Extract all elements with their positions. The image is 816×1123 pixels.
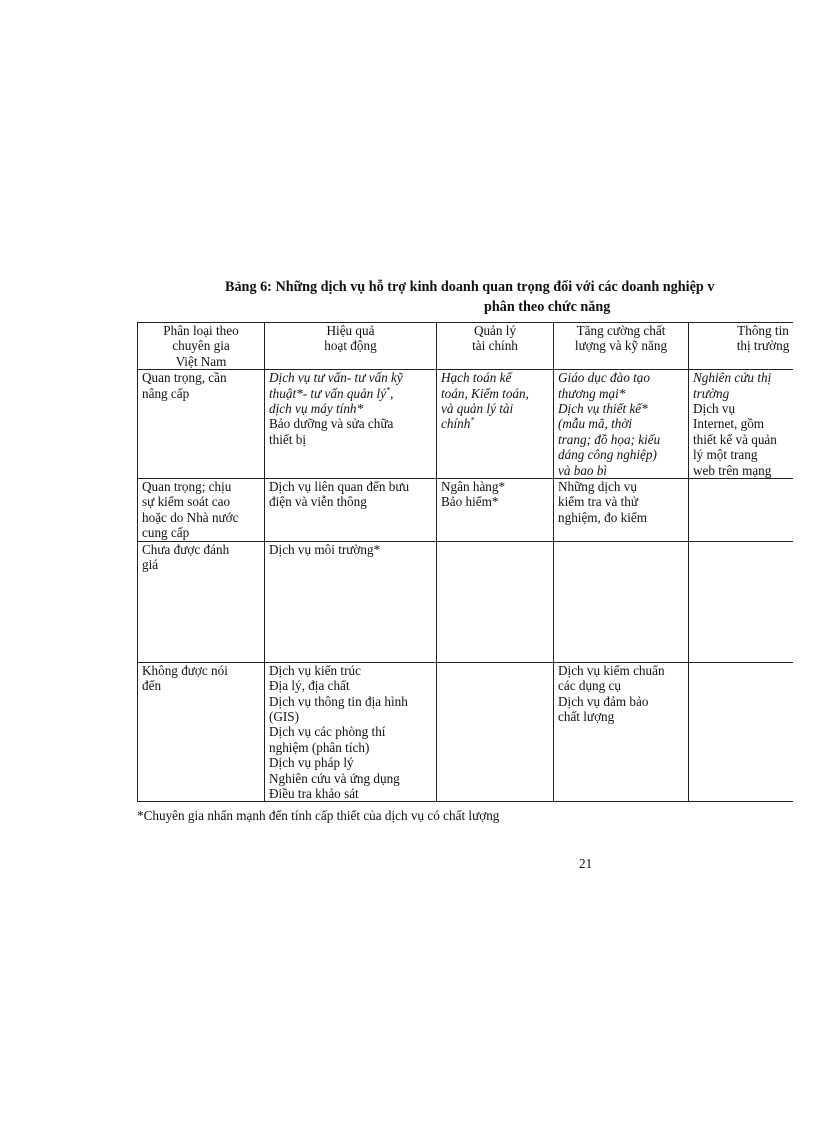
- header-text: thị trường: [736, 338, 790, 354]
- cell-text: kiểm tra và thử: [558, 494, 639, 510]
- financial-cell: [437, 541, 554, 662]
- cell-text: Dịch vụ thông tin địa hình: [269, 693, 408, 709]
- cell-text: Dịch vụ đảm bảo: [558, 693, 649, 709]
- cell-text-line: [441, 416, 549, 431]
- cell-text: Ngân hàng*: [441, 479, 506, 495]
- cell-text: hoặc do Nhà nước: [142, 509, 239, 525]
- financial-cell: [437, 662, 554, 802]
- table-row: [138, 479, 794, 542]
- quality-cell: [554, 370, 689, 479]
- superscript: *: [470, 416, 475, 426]
- operational-cell: [265, 370, 437, 479]
- cell-text: sự kiểm soát cao: [142, 494, 231, 510]
- cell-text: Quan trọng; chịu: [142, 479, 232, 495]
- header-text: lượng và kỹ năng: [574, 338, 668, 354]
- cell-text: Dịch vụ các phòng thí: [269, 724, 386, 740]
- cell-text: Hạch toán kế: [441, 370, 512, 386]
- cell-text: Dịch vụ kiến trúc: [269, 662, 361, 678]
- cell-text: dịch vụ máy tính*: [269, 401, 364, 417]
- cell-text: trường: [693, 385, 730, 401]
- quality-cell: [554, 541, 689, 662]
- table-row: [138, 541, 794, 662]
- market-cell: [689, 479, 794, 542]
- cell-text: web trên mạng: [693, 462, 772, 478]
- category-cell: [138, 662, 265, 802]
- cell-text: điện và viễn thông: [269, 494, 367, 510]
- cell-text: chất lượng: [558, 708, 615, 724]
- quality-cell: [554, 479, 689, 542]
- financial-cell: [437, 370, 554, 479]
- cell-text: Quan trọng, cần: [142, 370, 227, 386]
- header-text: Việt Nam: [175, 353, 227, 369]
- caption-line-2: phân theo chức năng: [484, 299, 611, 315]
- table-row: [138, 370, 794, 479]
- cell-text: Internet, gồm: [693, 416, 765, 432]
- cell-text: và quản lý tài: [441, 401, 514, 417]
- cell-text: Nghiên cứu thị: [693, 370, 772, 386]
- cell-text: Dịch vụ kiểm chuẩn: [558, 662, 665, 678]
- services-table: [137, 322, 793, 802]
- cell-text: thương mại*: [558, 385, 626, 401]
- cell-text: các dụng cụ: [558, 678, 621, 694]
- cell-text-line: [269, 386, 432, 401]
- header-text: tài chính: [472, 338, 518, 354]
- cell-text: thiết bị: [269, 431, 306, 447]
- page-number: 21: [579, 856, 593, 871]
- header-text: Thông tin: [737, 323, 789, 338]
- cell-text: và bao bì: [558, 462, 608, 478]
- header-text: hoạt động: [324, 338, 377, 354]
- cell-text: Dịch vụ tư vấn- tư vấn kỹ: [269, 370, 403, 386]
- cell-text: Dịch vụ liên quan đến bưu: [269, 479, 410, 495]
- market-cell: [689, 370, 794, 479]
- header-operational-efficiency: [265, 323, 437, 370]
- cell-text: Bảo dưỡng và sửa chữa: [269, 416, 394, 432]
- cell-text: Nghiên cứu và ứng dụng: [269, 770, 400, 786]
- category-cell: [138, 541, 265, 662]
- header-text: Quản lý: [473, 323, 517, 338]
- cell-text: Dịch vụ thiết kế*: [558, 401, 648, 417]
- cell-text: (GIS): [269, 708, 300, 724]
- cell-text: giá: [142, 557, 159, 573]
- header-text: Tăng cường chất: [576, 323, 666, 338]
- market-cell: [689, 541, 794, 662]
- header-financial-management: [437, 323, 554, 370]
- table-row: [138, 662, 794, 802]
- cell-text: Giáo dục đào tạo: [558, 370, 650, 386]
- cell-text: nâng cấp: [142, 385, 190, 401]
- cell-text: Dịch vụ pháp lý: [269, 755, 354, 771]
- header-text: chuyên gia: [172, 338, 230, 354]
- cell-text: Dịch vụ môi trường*: [269, 541, 381, 557]
- header-row: [138, 323, 794, 370]
- caption-line-1: Bảng 6: Những dịch vụ hỗ trợ kinh doanh quan trọng đối với các doanh nghiệp v: [225, 279, 715, 295]
- category-cell: [138, 479, 265, 542]
- cell-text: đến: [142, 678, 162, 694]
- cell-text: trang; đồ họa; kiểu: [558, 431, 661, 447]
- footnote: *Chuyên gia nhấn mạnh đến tính cấp thiết của dịch vụ có chất lượng: [137, 808, 500, 823]
- cell-text: cung cấp: [142, 525, 190, 541]
- cell-text: nghiệm, đo kiểm: [558, 509, 648, 525]
- category-cell: [138, 370, 265, 479]
- cell-text: dáng công nghiệp): [558, 447, 657, 463]
- cell-text: Không được nói: [142, 662, 228, 678]
- operational-cell: [265, 479, 437, 542]
- cell-text: Chưa được đánh: [142, 541, 230, 557]
- header-market-information: [689, 323, 794, 370]
- operational-cell: [265, 541, 437, 662]
- cell-text: Bảo hiểm*: [441, 494, 499, 510]
- cell-text: toán, Kiểm toán,: [441, 385, 529, 401]
- header-classification: [138, 323, 265, 370]
- cell-text: Điều tra khảo sát: [269, 785, 359, 801]
- header-text: Phân loại theo: [163, 323, 239, 338]
- financial-cell: [437, 479, 554, 542]
- cell-text: lý một trang: [693, 447, 758, 463]
- cell-text: (mẫu mã, thời: [558, 416, 633, 432]
- cell-text: Địa lý, địa chất: [269, 678, 350, 694]
- operational-cell: [265, 662, 437, 802]
- cell-text: Dịch vụ: [693, 401, 736, 417]
- cell-text: thiết kế và quản: [693, 431, 777, 447]
- cell-text: Những dịch vụ: [558, 479, 637, 495]
- header-quality-skills: [554, 323, 689, 370]
- cell-text: nghiệm (phân tích): [269, 739, 370, 755]
- superscript: *: [386, 385, 391, 395]
- quality-cell: [554, 662, 689, 802]
- header-text: Hiệu quả: [326, 323, 375, 338]
- cell-text: ,: [390, 385, 394, 401]
- cell-text: chính: [441, 416, 471, 432]
- cell-text: thuật*- tư vấn quản lý: [269, 385, 387, 401]
- market-cell: [689, 662, 794, 802]
